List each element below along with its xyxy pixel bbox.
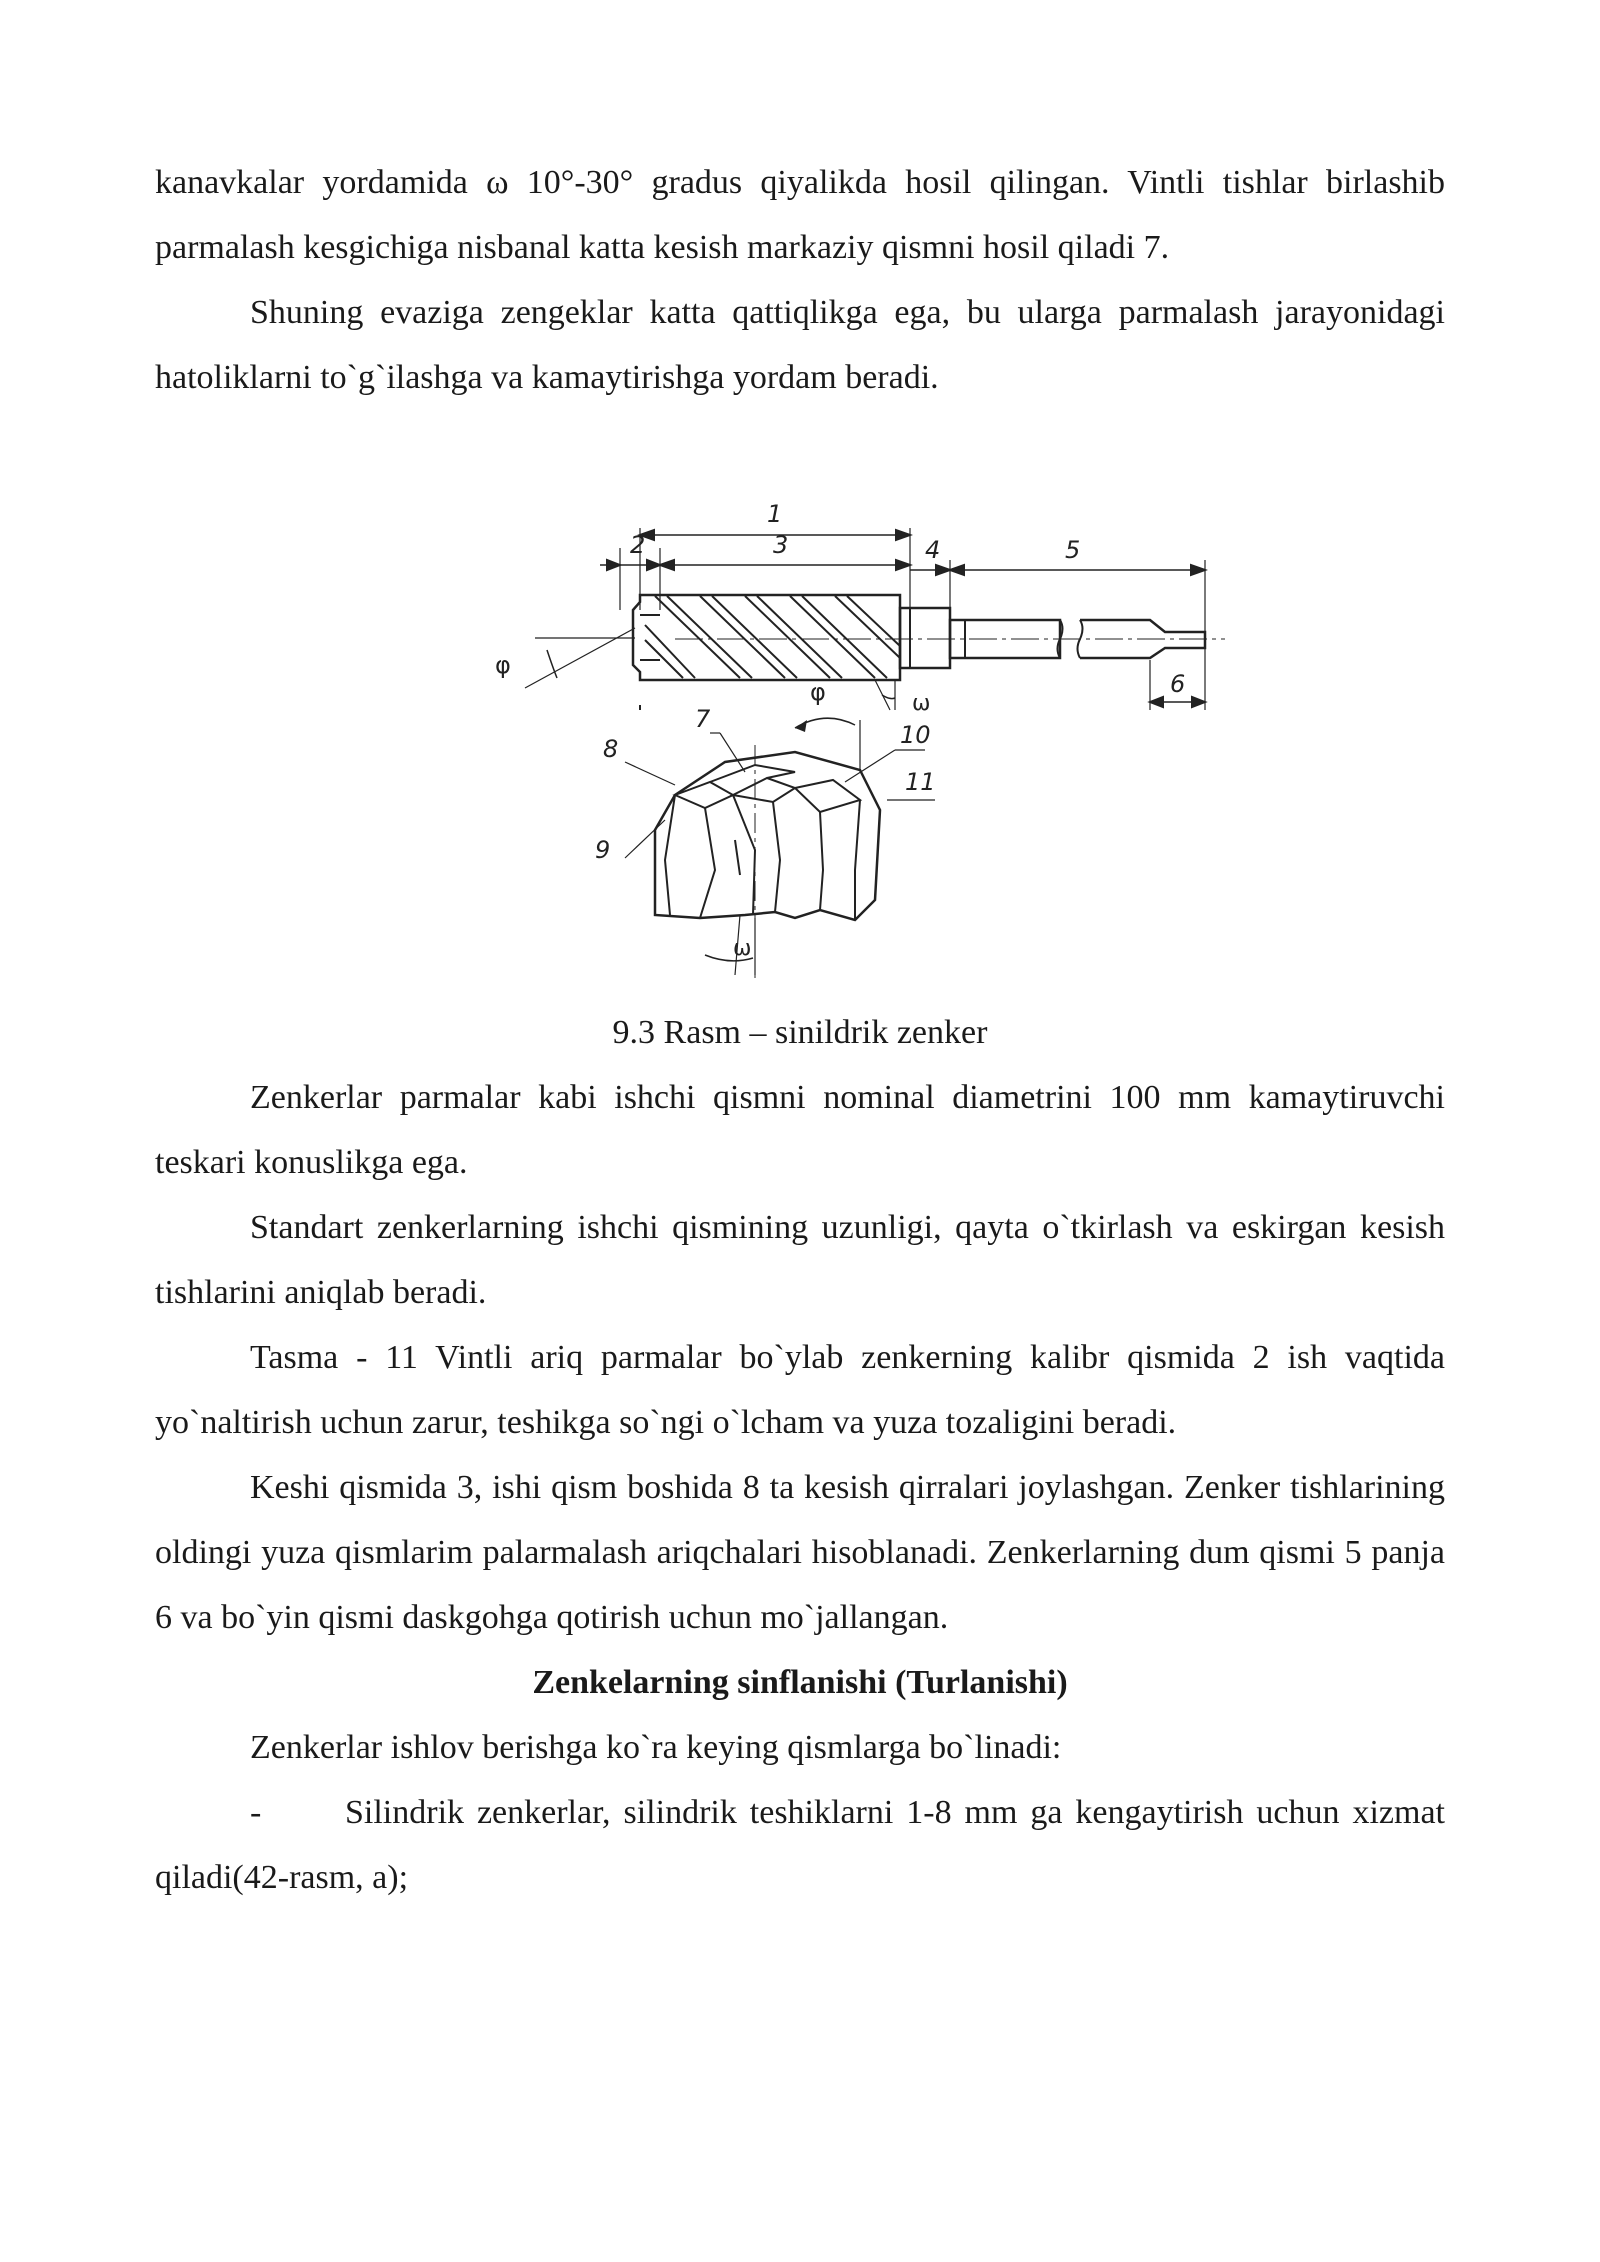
- list-item-silindrik: [155, 1780, 1445, 1910]
- paragraph-2: Shuning evaziga zengeklar katta qattiqlikga ega, bu ularga parmalash jarayonidagi hatoliklarni to`g`ilashga va kamaytirishga yordam beradi.: [155, 294, 1445, 396]
- fig-label-4: 4: [925, 536, 941, 564]
- paragraph-7: Zenkerlar ishlov berishga ko`ra keying qismlarga bo`linadi:: [250, 1729, 1062, 1766]
- figure-zenker: [155, 410, 1445, 1000]
- fig-label-11: 11: [905, 768, 936, 796]
- fig-label-10: 10: [900, 721, 931, 749]
- fig-label-omega-top: ω: [912, 691, 931, 716]
- fig-label-9: 9: [595, 836, 611, 864]
- fig-label-7: 7: [695, 705, 711, 733]
- fig-label-8: 8: [603, 735, 619, 763]
- list-dash: -: [250, 1794, 262, 1831]
- fig-label-5: 5: [1065, 536, 1081, 564]
- paragraph-1: kanavkalar yordamida ω 10°-30° gradus qiyalikda hosil qilingan. Vintli tishlar birlashib parmalash kesgichiga nisbanal katta kesish markaziy qismni hosil qiladi 7.: [155, 164, 1445, 266]
- paragraph-5: Tasma - 11 Vintli ariq parmalar bo`ylab zenkerning kalibr qismida 2 ish vaqtida yo`naltirish uchun zarur, teshikga so`ngi o`lcham va yuza tozaligini beradi.: [155, 1339, 1445, 1441]
- fig-label-3: 3: [773, 531, 789, 559]
- fig-label-6: 6: [1170, 670, 1186, 698]
- fig-label-1: 1: [767, 500, 783, 528]
- paragraph-3: Zenkerlar parmalar kabi ishchi qismni nominal diametrini 100 mm kamaytiruvchi teskari konuslikga ega.: [155, 1079, 1445, 1181]
- zenker-drawing: [155, 410, 1445, 1000]
- figure-caption: 9.3 Rasm – sinildrik zenker: [612, 1014, 988, 1051]
- fig-label-phi-top: φ: [495, 651, 511, 679]
- fig-label-2: 2: [630, 531, 646, 559]
- fig-label-omega-bottom: ω: [733, 936, 752, 961]
- document-page: [155, 150, 1445, 1910]
- paragraph-4: Standart zenkerlarning ishchi qismining uzunligi, qayta o`tkirlash va eskirgan kesish tishlarini aniqlab beradi.: [155, 1209, 1445, 1311]
- section-heading: Zenkelarning sinflanishi (Turlanishi): [532, 1664, 1068, 1701]
- zenker-head-view: [595, 678, 936, 980]
- fig-label-phi-bottom: φ: [810, 678, 826, 706]
- paragraph-6: Keshi qismida 3, ishi qism boshida 8 ta kesish qirralari joylashgan. Zenker tishlarining oldingi yuza qismlarim palarmalash ariqchalari hisoblanadi. Zenkerlarning dum qismi 5 panja 6 va bo`yin qismi daskgohga qotirish uchun mo`jallangan.: [155, 1469, 1445, 1636]
- list-item-text: Silindrik zenkerlar, silindrik teshiklarni 1-8 mm ga kengaytirish uchun xizmat qiladi(42-rasm, a);: [155, 1794, 1445, 1896]
